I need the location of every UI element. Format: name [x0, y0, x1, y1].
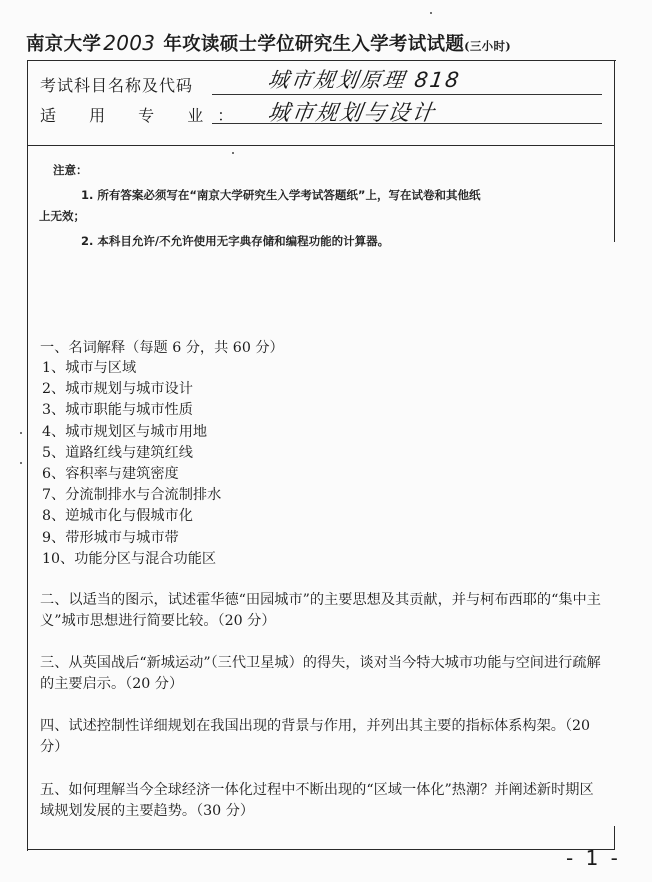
exam-duration: (三小时)	[464, 39, 512, 53]
subject-label: 考试科目名称及代码	[40, 76, 194, 95]
scan-speck	[430, 12, 432, 14]
term-item: 7、分流制排水与合流制排水	[42, 487, 222, 504]
term-item: 6、容积率与建筑密度	[42, 466, 179, 483]
term-item: 2、城市规划与城市设计	[42, 381, 193, 398]
page-number: - 1 -	[566, 846, 621, 870]
scan-speck	[232, 152, 234, 154]
note-item-1: 1. 所有答案必须写在“南京大学研究生入学考试答题纸”上，写在试卷和其他纸	[81, 188, 481, 202]
subject-underline	[212, 94, 602, 95]
question-3: 三、从英国战后“新城运动”（三代卫星城）的得失，谈对当今特大城市功能与空间进行疏解的主要启示。（20 分）	[40, 655, 601, 692]
question-5: 五、如何理解当今全球经济一体化过程中不断出现的“区域一体化”热潮？并阐述新时期区域规划发展的主要趋势。（30 分）	[40, 782, 594, 819]
frame-bottom-edge	[27, 849, 615, 850]
note-item-2: 2. 本科目允许/不允许使用无字典存储和编程功能的计算器。	[81, 234, 390, 248]
scan-speck	[20, 432, 22, 434]
question-2: 二、以适当的图示，试述霍华德“田园城市”的主要思想及其贡献，并与柯布西耶的“集中主义”城市思想进行简要比较。（20 分）	[40, 592, 601, 629]
major-value: 城市规划与设计	[265, 101, 438, 126]
question-4: 四、试述控制性详细规划在我国出现的背景与作用，并列出其主要的指标体系构架。（20 分）	[40, 718, 591, 755]
frame-right-edge	[614, 60, 615, 242]
term-item: 4、城市规划区与城市用地	[42, 423, 208, 440]
exam-title-text: 年攻读硕士学位研究生入学考试试题	[163, 34, 465, 55]
term-item: 1、城市与区域	[42, 360, 137, 376]
university-name: 南京大学	[26, 34, 102, 55]
header-divider	[27, 145, 615, 146]
term-item: 3、城市职能与城市性质	[42, 402, 193, 419]
term-item: 5、道路红线与建筑红线	[42, 444, 193, 461]
section-1-heading: 一、名词解释（每题 6 分，共 60 分）	[40, 340, 284, 356]
subject-value: 城市规划原理 818	[266, 68, 463, 92]
term-item: 9、带形城市与城市带	[42, 529, 179, 546]
term-item: 8、逆城市化与假城市化	[42, 508, 193, 525]
exam-title	[26, 30, 636, 56]
notes-block	[39, 162, 593, 252]
note-item-1-continued: 上无效；	[39, 209, 85, 223]
scan-speck	[20, 462, 22, 464]
exam-year: 2003	[103, 31, 156, 55]
notes-heading: 注意：	[53, 163, 88, 177]
term-list	[42, 358, 221, 570]
term-item: 10、功能分区与混合功能区	[42, 550, 217, 567]
major-label: 适 用 专 业：	[40, 106, 248, 125]
